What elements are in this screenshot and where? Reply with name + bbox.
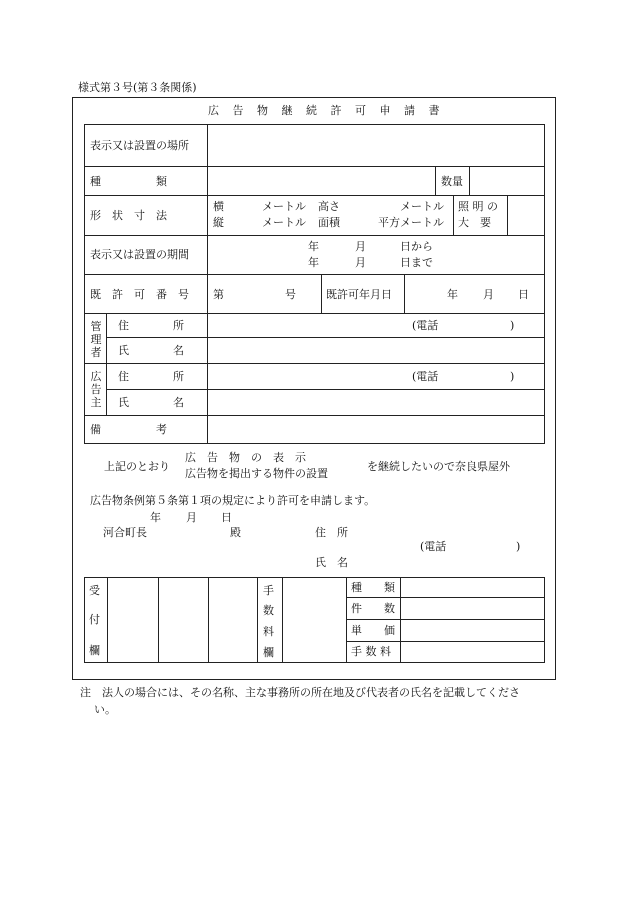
dim-meter-2: メートル bbox=[400, 200, 444, 213]
period-to-day: 日まで bbox=[400, 256, 433, 269]
type-label: 種 類 bbox=[90, 175, 167, 188]
dim-meter-3: メートル bbox=[262, 216, 306, 229]
note-line-2: い。 bbox=[94, 703, 116, 716]
permit-date-label: 既許可年月日 bbox=[326, 288, 392, 301]
period-to-year: 年 bbox=[308, 256, 319, 269]
lighting-label-1: 照 明 の bbox=[458, 200, 498, 213]
note-line-1: 法人の場合には、その名称、主な事務所の所在地及び代表者の氏名を記載してくださ bbox=[102, 686, 520, 699]
form-title: 広 告 物 継 続 許 可 申 請 書 bbox=[208, 104, 445, 117]
lighting-label-2: 大 要 bbox=[458, 216, 491, 229]
advertiser-phone-open: (電話 bbox=[412, 370, 439, 383]
statement-option-2: 広告物を掲出する物件の設置 bbox=[185, 467, 328, 480]
manager-name-label: 氏 名 bbox=[118, 344, 184, 357]
period-from-day: 日から bbox=[400, 240, 433, 253]
application-day: 日 bbox=[221, 511, 232, 524]
reception-label-1: 受 bbox=[89, 584, 100, 597]
permit-number-label: 既 許 可 番 号 bbox=[90, 288, 189, 301]
permit-date-year: 年 bbox=[447, 288, 458, 301]
dim-horizontal: 横 bbox=[213, 200, 224, 213]
fee-label-1: 手 bbox=[263, 584, 274, 597]
statement-option-1: 広 告 物 の 表 示 bbox=[185, 451, 306, 464]
manager-phone-open: (電話 bbox=[412, 319, 439, 332]
statement-line-2: 広告物条例第５条第１項の規定により許可を申請します。 bbox=[90, 494, 376, 507]
addressee: 河合町長 bbox=[103, 526, 147, 539]
reception-item-unit-price: 単 価 bbox=[351, 624, 395, 637]
advertiser-address-label: 住 所 bbox=[118, 370, 184, 383]
permit-date-day: 日 bbox=[518, 288, 529, 301]
manager-label: 管理者 bbox=[90, 320, 102, 359]
dim-square-meter: 平方メートル bbox=[378, 216, 444, 229]
reception-label-2: 付 bbox=[89, 613, 100, 626]
dimension-label: 形 状 寸 法 bbox=[90, 209, 167, 222]
application-year: 年 bbox=[150, 511, 161, 524]
permit-dai: 第 bbox=[213, 288, 224, 301]
reception-item-fee: 手 数 料 bbox=[351, 645, 391, 658]
statement-prefix: 上記のとおり bbox=[104, 460, 170, 473]
quantity-label: 数量 bbox=[441, 175, 463, 188]
note-prefix: 注 bbox=[80, 686, 91, 699]
period-to-month: 月 bbox=[355, 256, 366, 269]
statement-suffix: を継続したいので奈良県屋外 bbox=[367, 460, 510, 473]
permit-go: 号 bbox=[285, 288, 296, 301]
location-label: 表示又は設置の場所 bbox=[90, 139, 189, 152]
form-number: 様式第３号(第３条関係) bbox=[78, 81, 197, 94]
advertiser-phone-close: ) bbox=[510, 370, 515, 383]
fee-label-2: 数 bbox=[263, 604, 274, 617]
applicant-address-label: 住 所 bbox=[315, 526, 348, 539]
fee-label-3: 料 bbox=[263, 625, 274, 638]
honorific: 殿 bbox=[230, 526, 241, 539]
reception-item-kind: 種 類 bbox=[351, 581, 395, 594]
dim-meter-1: メートル bbox=[262, 200, 306, 213]
application-month: 月 bbox=[186, 511, 197, 524]
reception-item-count: 件 数 bbox=[351, 602, 395, 615]
fee-label-4: 欄 bbox=[263, 646, 274, 659]
period-from-year: 年 bbox=[308, 240, 319, 253]
reception-table bbox=[84, 577, 545, 663]
advertiser-name-label: 氏 名 bbox=[118, 396, 184, 409]
applicant-phone-close: ) bbox=[516, 540, 521, 553]
dim-height: 高さ bbox=[318, 200, 340, 213]
applicant-phone-open: (電話 bbox=[420, 540, 447, 553]
permit-date-month: 月 bbox=[483, 288, 494, 301]
period-label: 表示又は設置の期間 bbox=[90, 248, 189, 261]
remarks-label: 備 考 bbox=[90, 423, 167, 436]
reception-label-3: 欄 bbox=[89, 644, 100, 657]
manager-address-label: 住 所 bbox=[118, 319, 184, 332]
dim-area: 面積 bbox=[318, 216, 340, 229]
period-from-month: 月 bbox=[355, 240, 366, 253]
manager-phone-close: ) bbox=[510, 319, 515, 332]
dim-vertical: 縦 bbox=[213, 216, 224, 229]
advertiser-label: 広告主 bbox=[90, 370, 102, 409]
applicant-name-label: 氏 名 bbox=[315, 556, 348, 569]
